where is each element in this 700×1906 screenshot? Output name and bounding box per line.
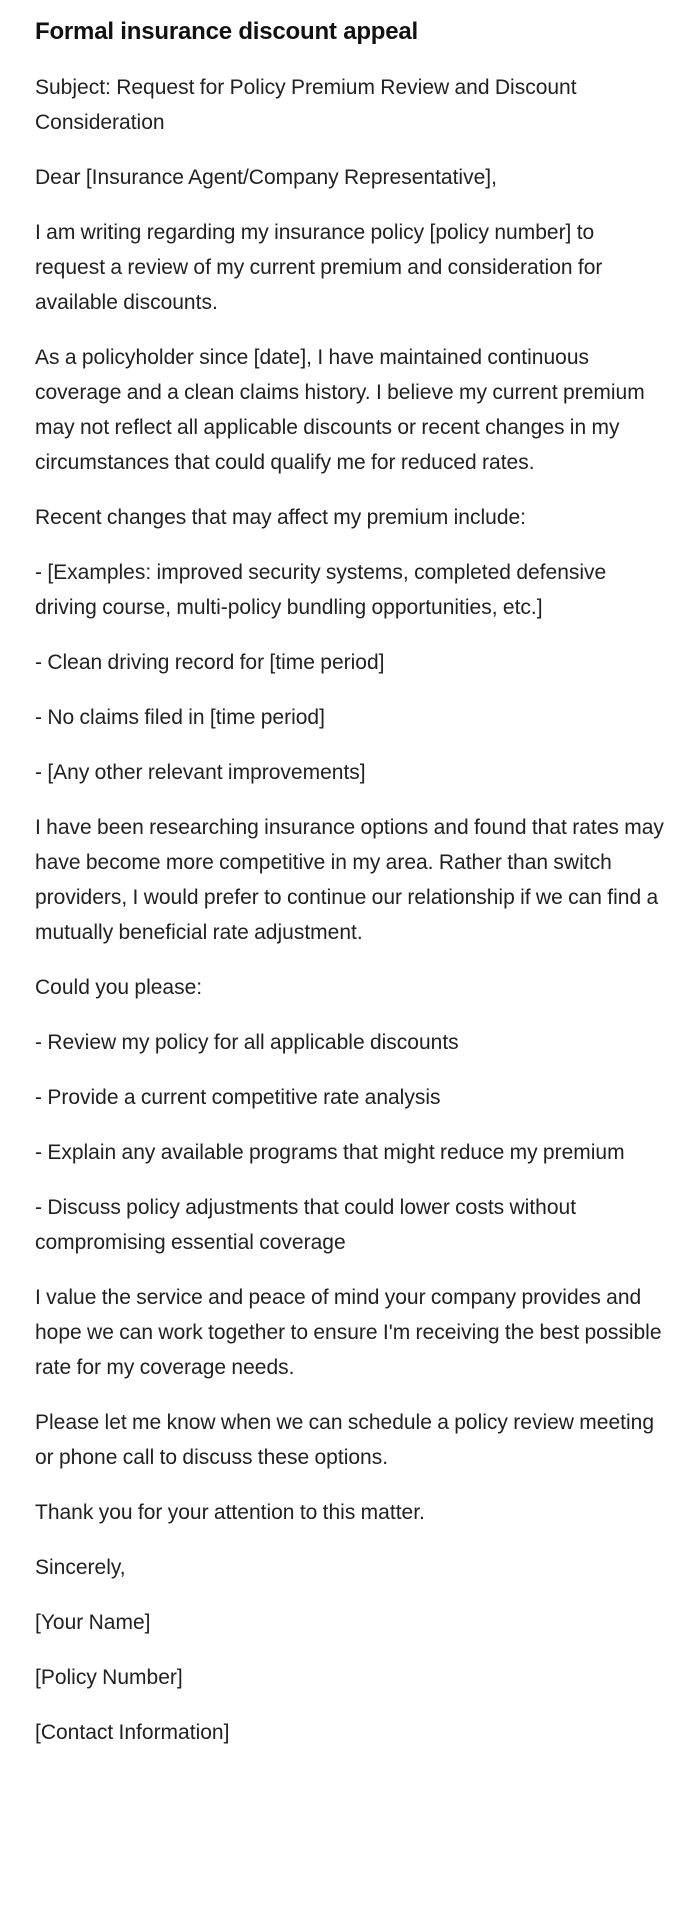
paragraph: - [Any other relevant improvements] — [35, 761, 366, 784]
paragraph: - Discuss policy adjustments that could lower costs without compromising essential coverage — [35, 1196, 577, 1254]
paragraph: As a policyholder since [date], I have maintained continuous coverage and a clean claims history. I believe my current premium may not reflect all applicable discounts or recent changes in my circumstances that could qualify me for reduced rates. — [35, 346, 645, 474]
paragraph: - Clean driving record for [time period] — [35, 651, 385, 674]
paragraph: I value the service and peace of mind your company provides and hope we can work together to ensure I'm receiving the best possible rate for my coverage needs. — [35, 1286, 662, 1379]
paragraph: Thank you for your attention to this matter. — [35, 1501, 425, 1524]
paragraph: - [Examples: improved security systems, completed defensive driving course, multi-policy bundling opportunities, etc.] — [35, 561, 607, 619]
paragraph: - Provide a current competitive rate analysis — [35, 1086, 441, 1109]
paragraph: Dear [Insurance Agent/Company Representative], — [35, 166, 497, 189]
paragraph: [Your Name] — [35, 1611, 151, 1634]
paragraph: Subject: Request for Policy Premium Review and Discount Consideration — [35, 76, 577, 134]
paragraph: [Contact Information] — [35, 1721, 230, 1744]
paragraph: Recent changes that may affect my premium include: — [35, 506, 527, 529]
paragraph: [Policy Number] — [35, 1666, 183, 1689]
paragraph: - No claims filed in [time period] — [35, 706, 325, 729]
paragraph: - Review my policy for all applicable discounts — [35, 1031, 459, 1054]
paragraph: Please let me know when we can schedule a policy review meeting or phone call to discuss these options. — [35, 1411, 654, 1469]
letter-body — [35, 70, 667, 1750]
paragraph: I have been researching insurance options and found that rates may have become more competitive in my area. Rather than switch providers, I would prefer to continue our relationship if we can find a mutually beneficial rate adjustment. — [35, 816, 664, 944]
paragraph: I am writing regarding my insurance policy [policy number] to request a review of my current premium and consideration for available discounts. — [35, 221, 603, 314]
paragraph: - Explain any available programs that might reduce my premium — [35, 1141, 625, 1164]
page-title: Formal insurance discount appeal — [35, 18, 419, 45]
paragraph: Could you please: — [35, 976, 203, 999]
paragraph: Sincerely, — [35, 1556, 126, 1579]
